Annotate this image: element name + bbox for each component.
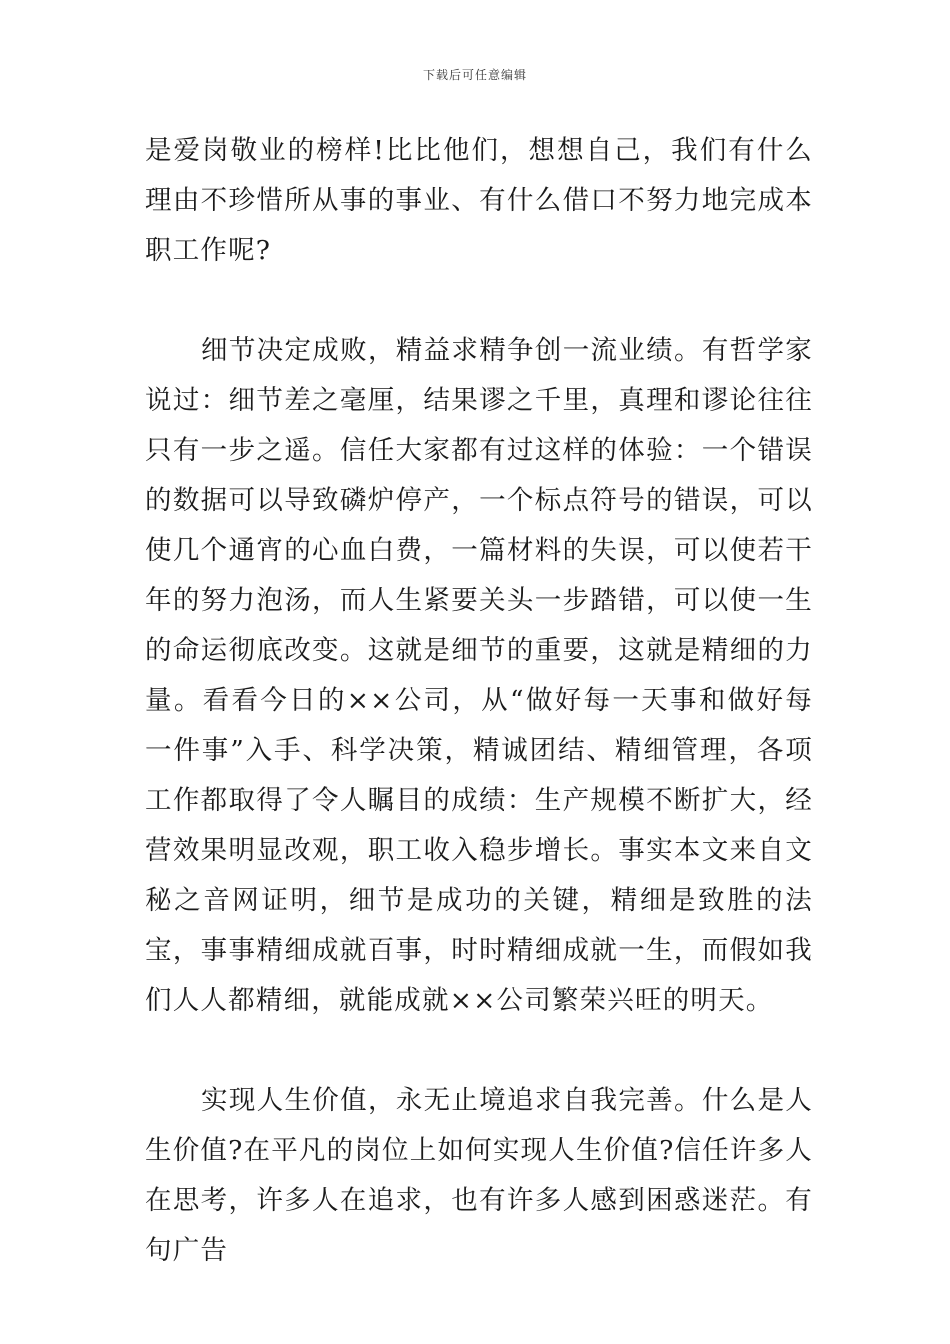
paragraph-2: 细节决定成败，精益求精争创一流业绩。有哲学家说过：细节差之毫厘，结果谬之千里，真理和谬论往往只有一步之遥。信任大家都有过这样的体验：一个错误的数据可以导致磷炉停产，一个标点符号的错误，可以使几个通宵的心血白费，一篇材料的失误，可以使若干年的努力泡汤，而人生紧要关头一步踏错，可以使一生的命运彻底改变。这就是细节的重要，这就是精细的力量。看看今日的××公司，从“做好每一天事和做好每一件事”入手、科学决策，精诚团结、精细管理，各项工作都取得了令人瞩目的成绩：生产规模不断扩大，经营效果明显改观，职工收入稳步增长。事实本文来自文秘之音网证明，细节是成功的关键，精细是致胜的法宝，事事精细成就百事，时时精细成就一生，而假如我们人人都精细，就能成就××公司繁荣兴旺的明天。 <box>145 335 813 1016</box>
paragraph-gap <box>145 1026 813 1076</box>
document-body <box>145 126 813 1276</box>
paragraph-1: 是爱岗敬业的榜样!比比他们，想想自己，我们有什么理由不珍惜所从事的事业、有什么借口不努力地完成本职工作呢? <box>145 135 813 266</box>
paragraph-3: 实现人生价值，永无止境追求自我完善。什么是人生价值?在平凡的岗位上如何实现人生价值?信任许多人在思考，许多人在追求，也有许多人感到困惑迷茫。有句广告 <box>145 1085 813 1266</box>
page-header-note: 下载后可任意编辑 <box>422 68 527 82</box>
paragraph-gap <box>145 276 813 326</box>
